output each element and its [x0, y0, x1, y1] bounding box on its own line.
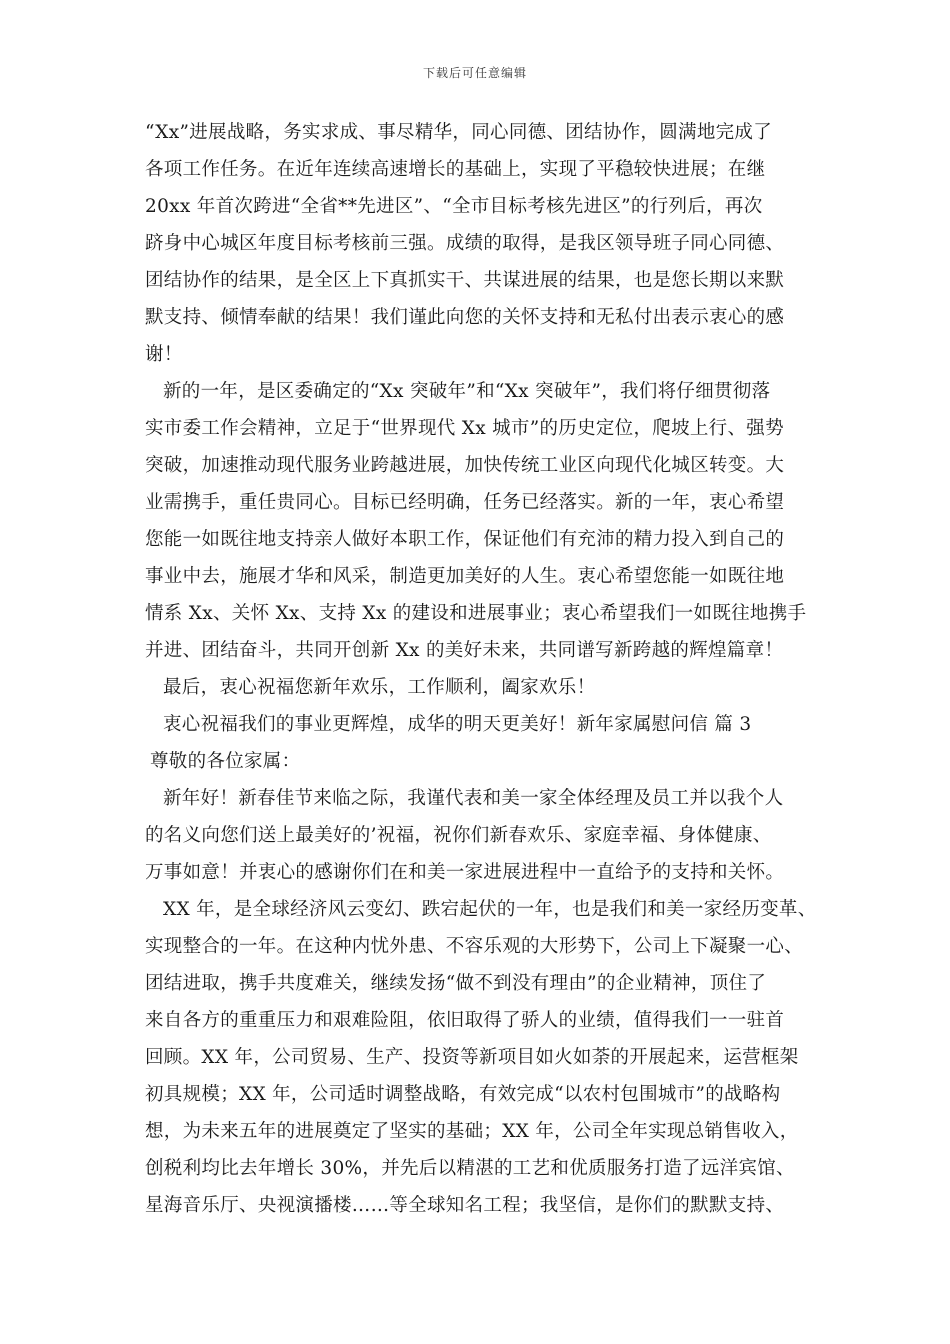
text-line: 20xx 年首次跨进“全省**先进区”、“全市目标考核先进区”的行列后，再次	[145, 196, 763, 217]
text-line: 并进、团结奋斗，共同开创新 Xx 的美好未来，共同谱写新跨越的辉煌篇章！	[145, 640, 784, 661]
text-line: 事业中去，施展才华和风采，制造更加美好的人生。衷心希望您能一如既往地	[145, 566, 785, 587]
text-line: 新年好！新春佳节来临之际，我谨代表和美一家全体经理及员工并以我个人	[163, 788, 784, 809]
page-header: 下载后可任意编辑	[422, 66, 527, 80]
text-line: 实市委工作会精神，立足于“世界现代 Xx 城市”的历史定位，爬坡上行、强势	[145, 418, 784, 439]
text-line: 初具规模；XX 年，公司适时调整战略，有效完成“以农村包围城市”的战略构	[145, 1084, 781, 1105]
text-line: 各项工作任务。在近年连续高速增长的基础上，实现了平稳较快进展；在继	[145, 159, 766, 180]
text-line: “Xx”进展战略，务实求成、事尽精华，同心同德、团结协作，圆满地完成了	[145, 122, 773, 143]
text-line: 的名义向您们送上最美好的’祝福，祝你们新春欢乐、家庭幸福、身体健康、	[145, 825, 772, 846]
text-line: 谢！	[145, 344, 183, 365]
text-line: 团结协作的结果，是全区上下真抓实干、共谋进展的结果，也是您长期以来默	[145, 270, 785, 291]
text-line: 尊敬的各位家属：	[150, 751, 301, 772]
text-line: 来自各方的重重压力和艰难险阻，依旧取得了骄人的业绩，值得我们一一驻首	[145, 1010, 785, 1031]
text-line: XX 年，是全球经济风云变幻、跌宕起伏的一年，也是我们和美一家经历变革、	[163, 899, 817, 920]
text-line: 突破，加速推动现代服务业跨越进展，加快传统工业区向现代化城区转变。大	[145, 455, 785, 476]
text-line: 衷心祝福我们的事业更辉煌，成华的明天更美好！新年家属慰问信 篇 3	[163, 714, 752, 735]
text-line: 想，为未来五年的进展奠定了坚实的基础；XX 年，公司全年实现总销售收入，	[145, 1121, 799, 1142]
text-line: 创税利均比去年增长 30%，并先后以精湛的工艺和优质服务打造了远洋宾馆、	[145, 1158, 795, 1179]
text-line: 团结进取，携手共度难关，继续发扬“做不到没有理由”的企业精神，顶住了	[145, 973, 767, 994]
text-line: 默支持、倾情奉献的结果！我们谨此向您的关怀支持和无私付出表示衷心的感	[145, 307, 785, 328]
text-line: 实现整合的一年。在这种内忧外患、不容乐观的大形势下，公司上下凝聚一心、	[145, 936, 804, 957]
text-line: 回顾。XX 年，公司贸易、生产、投资等新项目如火如荼的开展起来，运营框架	[145, 1047, 799, 1068]
text-line: 跻身中心城区年度目标考核前三强。成绩的取得，是我区领导班子同心同德、	[145, 233, 785, 254]
text-line: 您能一如既往地支持亲人做好本职工作，保证他们有充沛的精力投入到自己的	[145, 529, 785, 550]
text-line: 星海音乐厅、央视演播楼……等全球知名工程；我坚信，是你们的默默支持、	[145, 1195, 785, 1216]
text-line: 最后，衷心祝福您新年欢乐，工作顺利，阖家欢乐！	[163, 677, 596, 698]
text-line: 万事如意！并衷心的感谢你们在和美一家进展进程中一直给予的支持和关怀。	[145, 862, 785, 883]
text-line: 情系 Xx、关怀 Xx、支持 Xx 的建设和进展事业；衷心希望我们一如既往地携手	[145, 603, 807, 624]
text-line: 新的一年，是区委确定的“Xx 突破年”和“Xx 突破年”，我们将仔细贯彻落	[163, 381, 771, 402]
text-line: 业需携手，重任贵同心。目标已经明确，任务已经落实。新的一年，衷心希望	[145, 492, 785, 513]
